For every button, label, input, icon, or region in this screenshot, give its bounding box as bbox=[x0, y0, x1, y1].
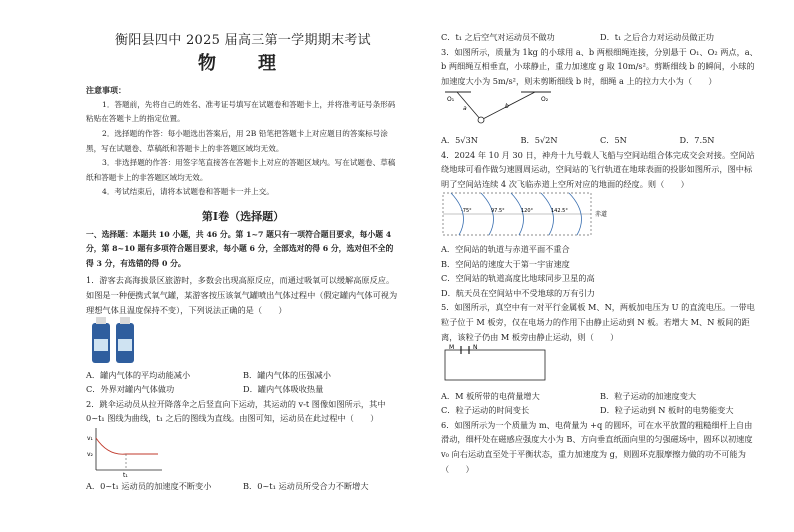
q4-stem: 4．2024 年 10 月 30 日，神舟十九号载人飞船与空间站组合体完成交会对接。空间站绕地球可看作做匀速圆周运动，空间站的飞行轨道在地球表面的投影如图所示，图中标明了空间站连续 4 次飞临赤道上空所对应的地面的经度。则（ ） bbox=[441, 149, 755, 189]
q2-option-d[interactable]: D．t₁ 之后合力对运动员做正功 bbox=[600, 32, 714, 42]
q3-option-b[interactable]: B．5√2N bbox=[520, 134, 558, 145]
note-item: 4．考试结束后，请将本试题卷和答题卡一并上交。 bbox=[102, 187, 274, 197]
note-item: 1．答题前，先将自己的姓名、准考证号填写在试题卷和答题卡上，并将准考证号条形码粘贴在答题卡上的指定位置。 bbox=[86, 99, 396, 124]
q3-options-row bbox=[441, 133, 759, 148]
vt-y2-label: v₂ bbox=[87, 451, 93, 459]
angle-label: 142.5° bbox=[551, 208, 568, 215]
q1-option-a[interactable]: A．罐内气体的平均动能减小 bbox=[86, 369, 191, 380]
q5-option-c[interactable]: C．粒子运动的时间变长 bbox=[441, 405, 530, 416]
section-title: 第Ⅰ卷（选择题） bbox=[201, 209, 285, 223]
oxygen-can-illustration bbox=[86, 317, 146, 363]
q1-option-d[interactable]: D．罐内气体吸收热量 bbox=[243, 384, 324, 395]
q5-option-b[interactable]: B．粒子运动的加速度变大 bbox=[600, 390, 697, 401]
notes-heading: 注意事项： bbox=[86, 85, 126, 96]
q2-option-b[interactable]: B．0~t₁ 运动员所受合力不断增大 bbox=[243, 480, 369, 491]
q2-option-a[interactable]: A．0~t₁ 运动员的加速度不断变小 bbox=[86, 480, 212, 491]
q5-options-row bbox=[441, 389, 759, 404]
orbit-ground-track-diagram bbox=[441, 191, 641, 237]
angle-label: -75° bbox=[461, 208, 472, 215]
q3-option-a[interactable]: A．5√3N bbox=[441, 134, 478, 145]
vt-y1-label: v₁ bbox=[87, 435, 93, 443]
right-column bbox=[441, 0, 759, 476]
q3-o1-label: O₁ bbox=[447, 96, 455, 104]
q4-option-d[interactable]: D．航天员在空间站中不受地球的万有引力 bbox=[441, 287, 595, 298]
q5-option-d[interactable]: D．粒子运动到 N 板时的电势能变大 bbox=[600, 405, 734, 416]
q1-options-row bbox=[86, 368, 400, 383]
q3-a-label: a bbox=[463, 105, 467, 113]
plate-n-label: N bbox=[473, 344, 478, 352]
q6-stem: 6．如图所示为一个质量为 m、电荷量为 +q 的圆环，可在水平放置的粗糙细杆上自由滑动，细杆处在磁感应强度大小为 B、方向垂直纸面向里的匀强磁场中，圆环以初速度 v₀ 向右运动直至处于平衡状态，重力加速度为 g，则圆环克服摩擦力做的功不可能为（ ） bbox=[441, 419, 753, 474]
q5-option-a[interactable]: A．M 板所带的电荷量增大 bbox=[441, 390, 540, 401]
vt-graph bbox=[86, 426, 166, 480]
capacitor-circuit-diagram bbox=[441, 344, 551, 384]
q3-option-c[interactable]: C．5N bbox=[600, 134, 627, 145]
subject-title: 物 理 bbox=[198, 52, 288, 74]
q4-option-b[interactable]: B．空间站的速度大于第一宇宙速度 bbox=[441, 258, 570, 269]
note-item: 2．选择题的作答：每小题选出答案后，用 2B 铅笔把答题卡上对应题目的答案标号涂黑，写在试题卷、草稿纸和答题卡上的非答题区域均无效。 bbox=[86, 128, 388, 153]
equator-label: 赤道 bbox=[595, 211, 608, 219]
section-intro: 一、选择题：本题共 10 小题，共 46 分。第 1~7 题只有一项符合题目要求，每小题 4 分，第 8~10 题有多项符合题目要求，每小题 6 分，全部选对的得 6 分，选对但不全的得 3 分，有选错的得 0 分。 bbox=[86, 229, 394, 268]
q1-options-row bbox=[86, 382, 400, 397]
q1-stem: 1．游客去高海拔景区旅游时，多数会出现高原反应，而通过吸氧可以缓解高原反应。如图是一种便携式氧气罐，某游客按压该氧气罐喷出气体过程中（假定罐内气体可视为理想气体且温度保持不变），下列说法正确的是（ ） bbox=[86, 275, 398, 315]
vt-x1-label: t₁ bbox=[123, 472, 128, 480]
q3-o2-label: O₂ bbox=[541, 96, 549, 104]
q3-stem: 3．如图所示，质量为 1kg 的小球用 a、b 两根细绳连接，分别悬于 O₁、O₂ 两点，a、b 两细绳互相垂直，小球静止，重力加速度 g 取 10m/s²。剪断细线 b 的瞬间，小球的加速度大小为 5m/s²，则未剪断细线 b 时，细绳 a 上的拉力大小为（ ） bbox=[441, 46, 758, 86]
q1-option-b[interactable]: B．罐内气体的压强减小 bbox=[243, 369, 331, 380]
q2-options-row-continued bbox=[441, 30, 759, 45]
q2-options-row bbox=[86, 479, 400, 494]
angle-label: 97.5° bbox=[491, 208, 505, 215]
q4-option-a[interactable]: A．空间站的轨道与赤道平面不重合 bbox=[441, 243, 570, 254]
q3-b-label: b bbox=[505, 103, 509, 111]
note-item: 3．非选择题的作答：用签字笔直接答在答题卡上对应的答题区域内。写在试题卷、草稿纸和答题卡上的非答题区域均无效。 bbox=[86, 158, 396, 182]
q2-option-c[interactable]: C．t₁ 之后空气对运动员不做功 bbox=[441, 32, 555, 42]
left-column bbox=[86, 0, 400, 493]
angle-label: 120° bbox=[521, 208, 534, 215]
q5-options-row bbox=[441, 403, 759, 418]
q1-option-c[interactable]: C．外界对罐内气体做功 bbox=[86, 384, 175, 395]
q3-option-d[interactable]: D．7.5N bbox=[679, 134, 715, 145]
q4-option-c[interactable]: C．空间站的轨道高度比地球同步卫星的高 bbox=[441, 273, 595, 284]
q5-stem: 5．如图所示，真空中有一对平行金属板 M、N，两板加电压为 U 的直流电压。一带电粒子位于 M 板旁，仅在电场力的作用下由静止运动到 N 板。若增大 M、N 板间的距离，该粒子仍由 M 板旁由静止运动，则（ ） bbox=[441, 302, 755, 342]
q2-stem: 2．跳伞运动员从拉开降落伞之后竖直向下运动，其运动的 v-t 图像如图所示，其中 0~t₁ 图线为曲线，t₁ 之后的图线为直线。由图可知，运动员在此过程中（ ） bbox=[86, 398, 386, 424]
plate-m-label: M bbox=[449, 344, 455, 352]
q3-rope-diagram bbox=[441, 88, 561, 128]
exam-title: 衡阳县四中 2025 届高三第一学期期末考试 bbox=[115, 33, 371, 48]
